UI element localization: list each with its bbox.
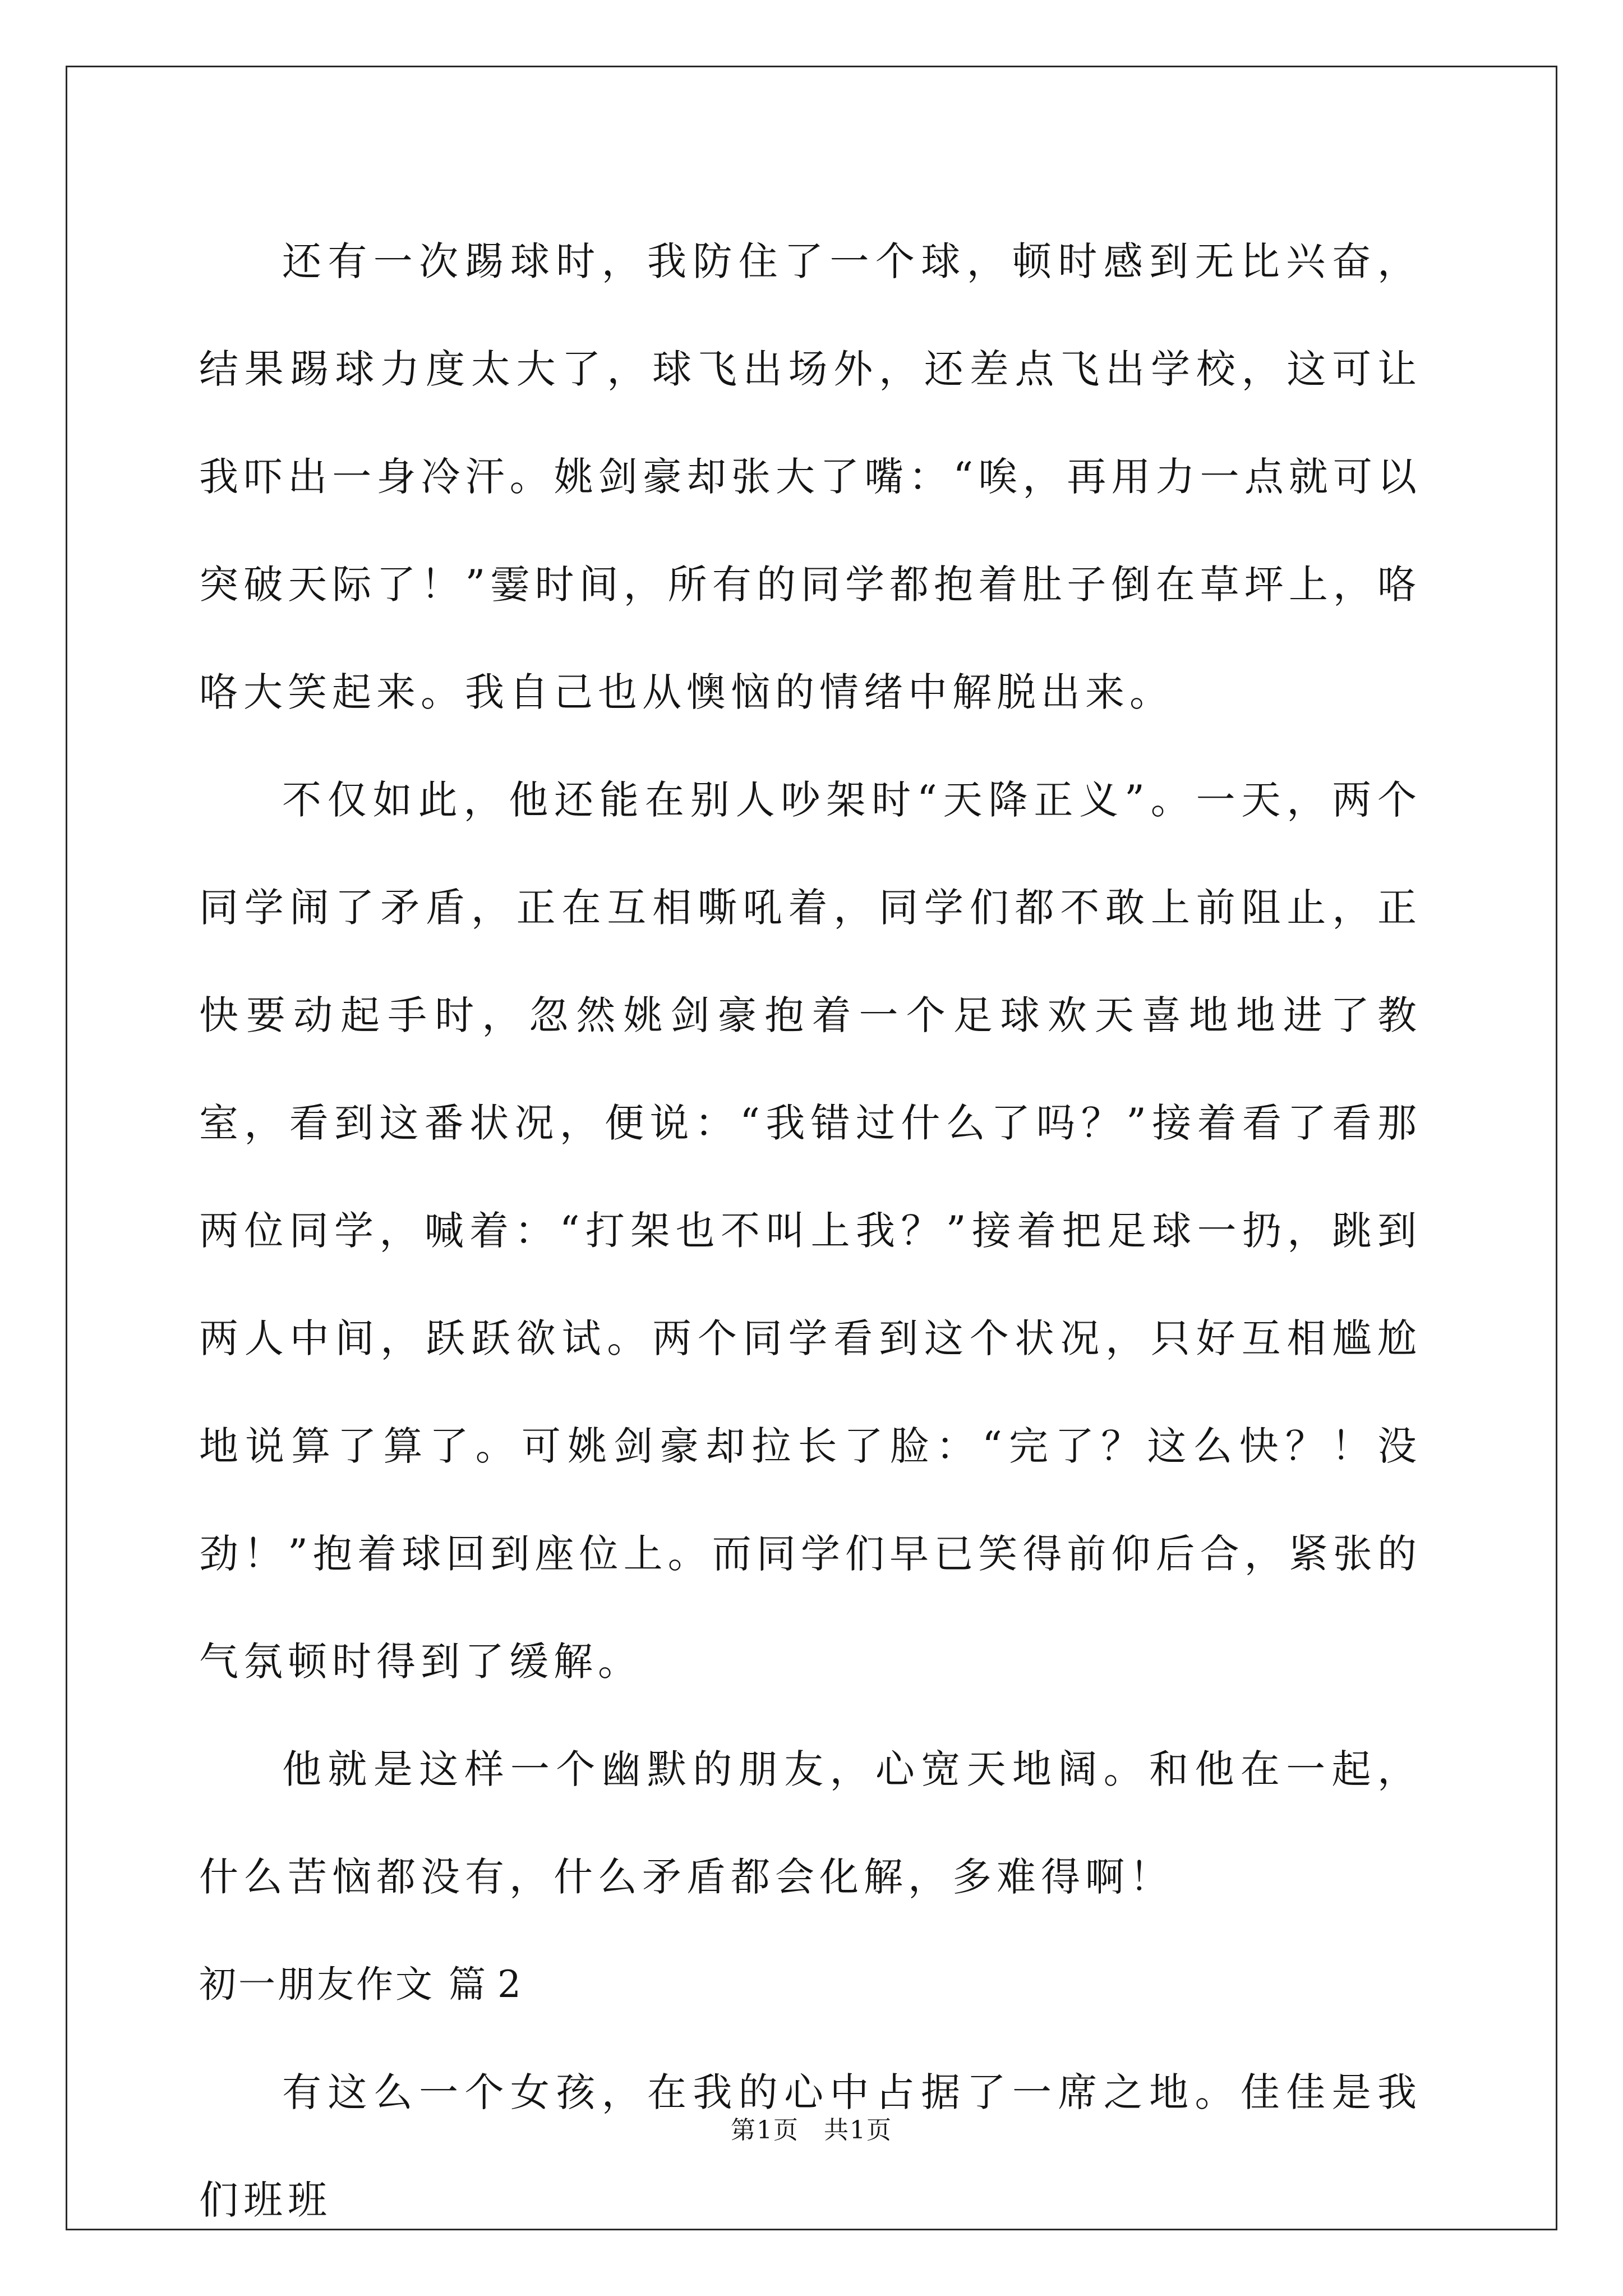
paragraph-2: 不仅如此，他还能在别人吵架时“天降正义”。一天，两个同学闹了矛盾，正在互相嘶吼着，同学们都不敢上前阻止，正快要动起手时，忽然姚剑豪抱着一个足球欢天喜地地进了教室，看到这番状况，便说：“我错过什么了吗？”接着看了看那两位同学，喊着：“打架也不叫上我？”接着把足球一扔，跳到两人中间，跃跃欲试。两个同学看到这个状况，只好互相尴尬地说算了算了。可姚剑豪却拉长了脸：“完了？这么快？！没劲！”抱着球回到座位上。而同学们早已笑得前仰后合，紧张的气氛顿时得到了缓解。 <box>199 777 1422 1685</box>
document-body <box>199 208 1422 2254</box>
section-title-text: 初一朋友作文 <box>199 1963 435 2006</box>
page-number: 第1页 <box>731 2116 799 2145</box>
paragraph-4: 有这么一个女孩，在我的心中占据了一席之地。佳佳是我们班班 <box>199 2069 1422 2223</box>
paragraph-1: 还有一次踢球时，我防住了一个球，顿时感到无比兴奋，结果踢球力度太大了，球飞出场外，还差点飞出学校，这可让我吓出一身冷汗。姚剑豪却张大了嘴：“唉，再用力一点就可以突破天际了！”霎时间，所有的同学都抱着肚子倒在草坪上，咯咯大笑起来。我自己也从懊恼的情绪中解脱出来。 <box>199 238 1422 715</box>
section-heading <box>199 1931 1422 2039</box>
paragraph-3: 他就是这样一个幽默的朋友，心宽天地阔。和他在一起，什么苦恼都没有，什么矛盾都会化解，多难得啊！ <box>199 1746 1422 1900</box>
page-footer <box>0 2114 1623 2147</box>
section-number: 篇 2 <box>448 1963 521 2006</box>
total-pages: 共1页 <box>824 2116 892 2145</box>
